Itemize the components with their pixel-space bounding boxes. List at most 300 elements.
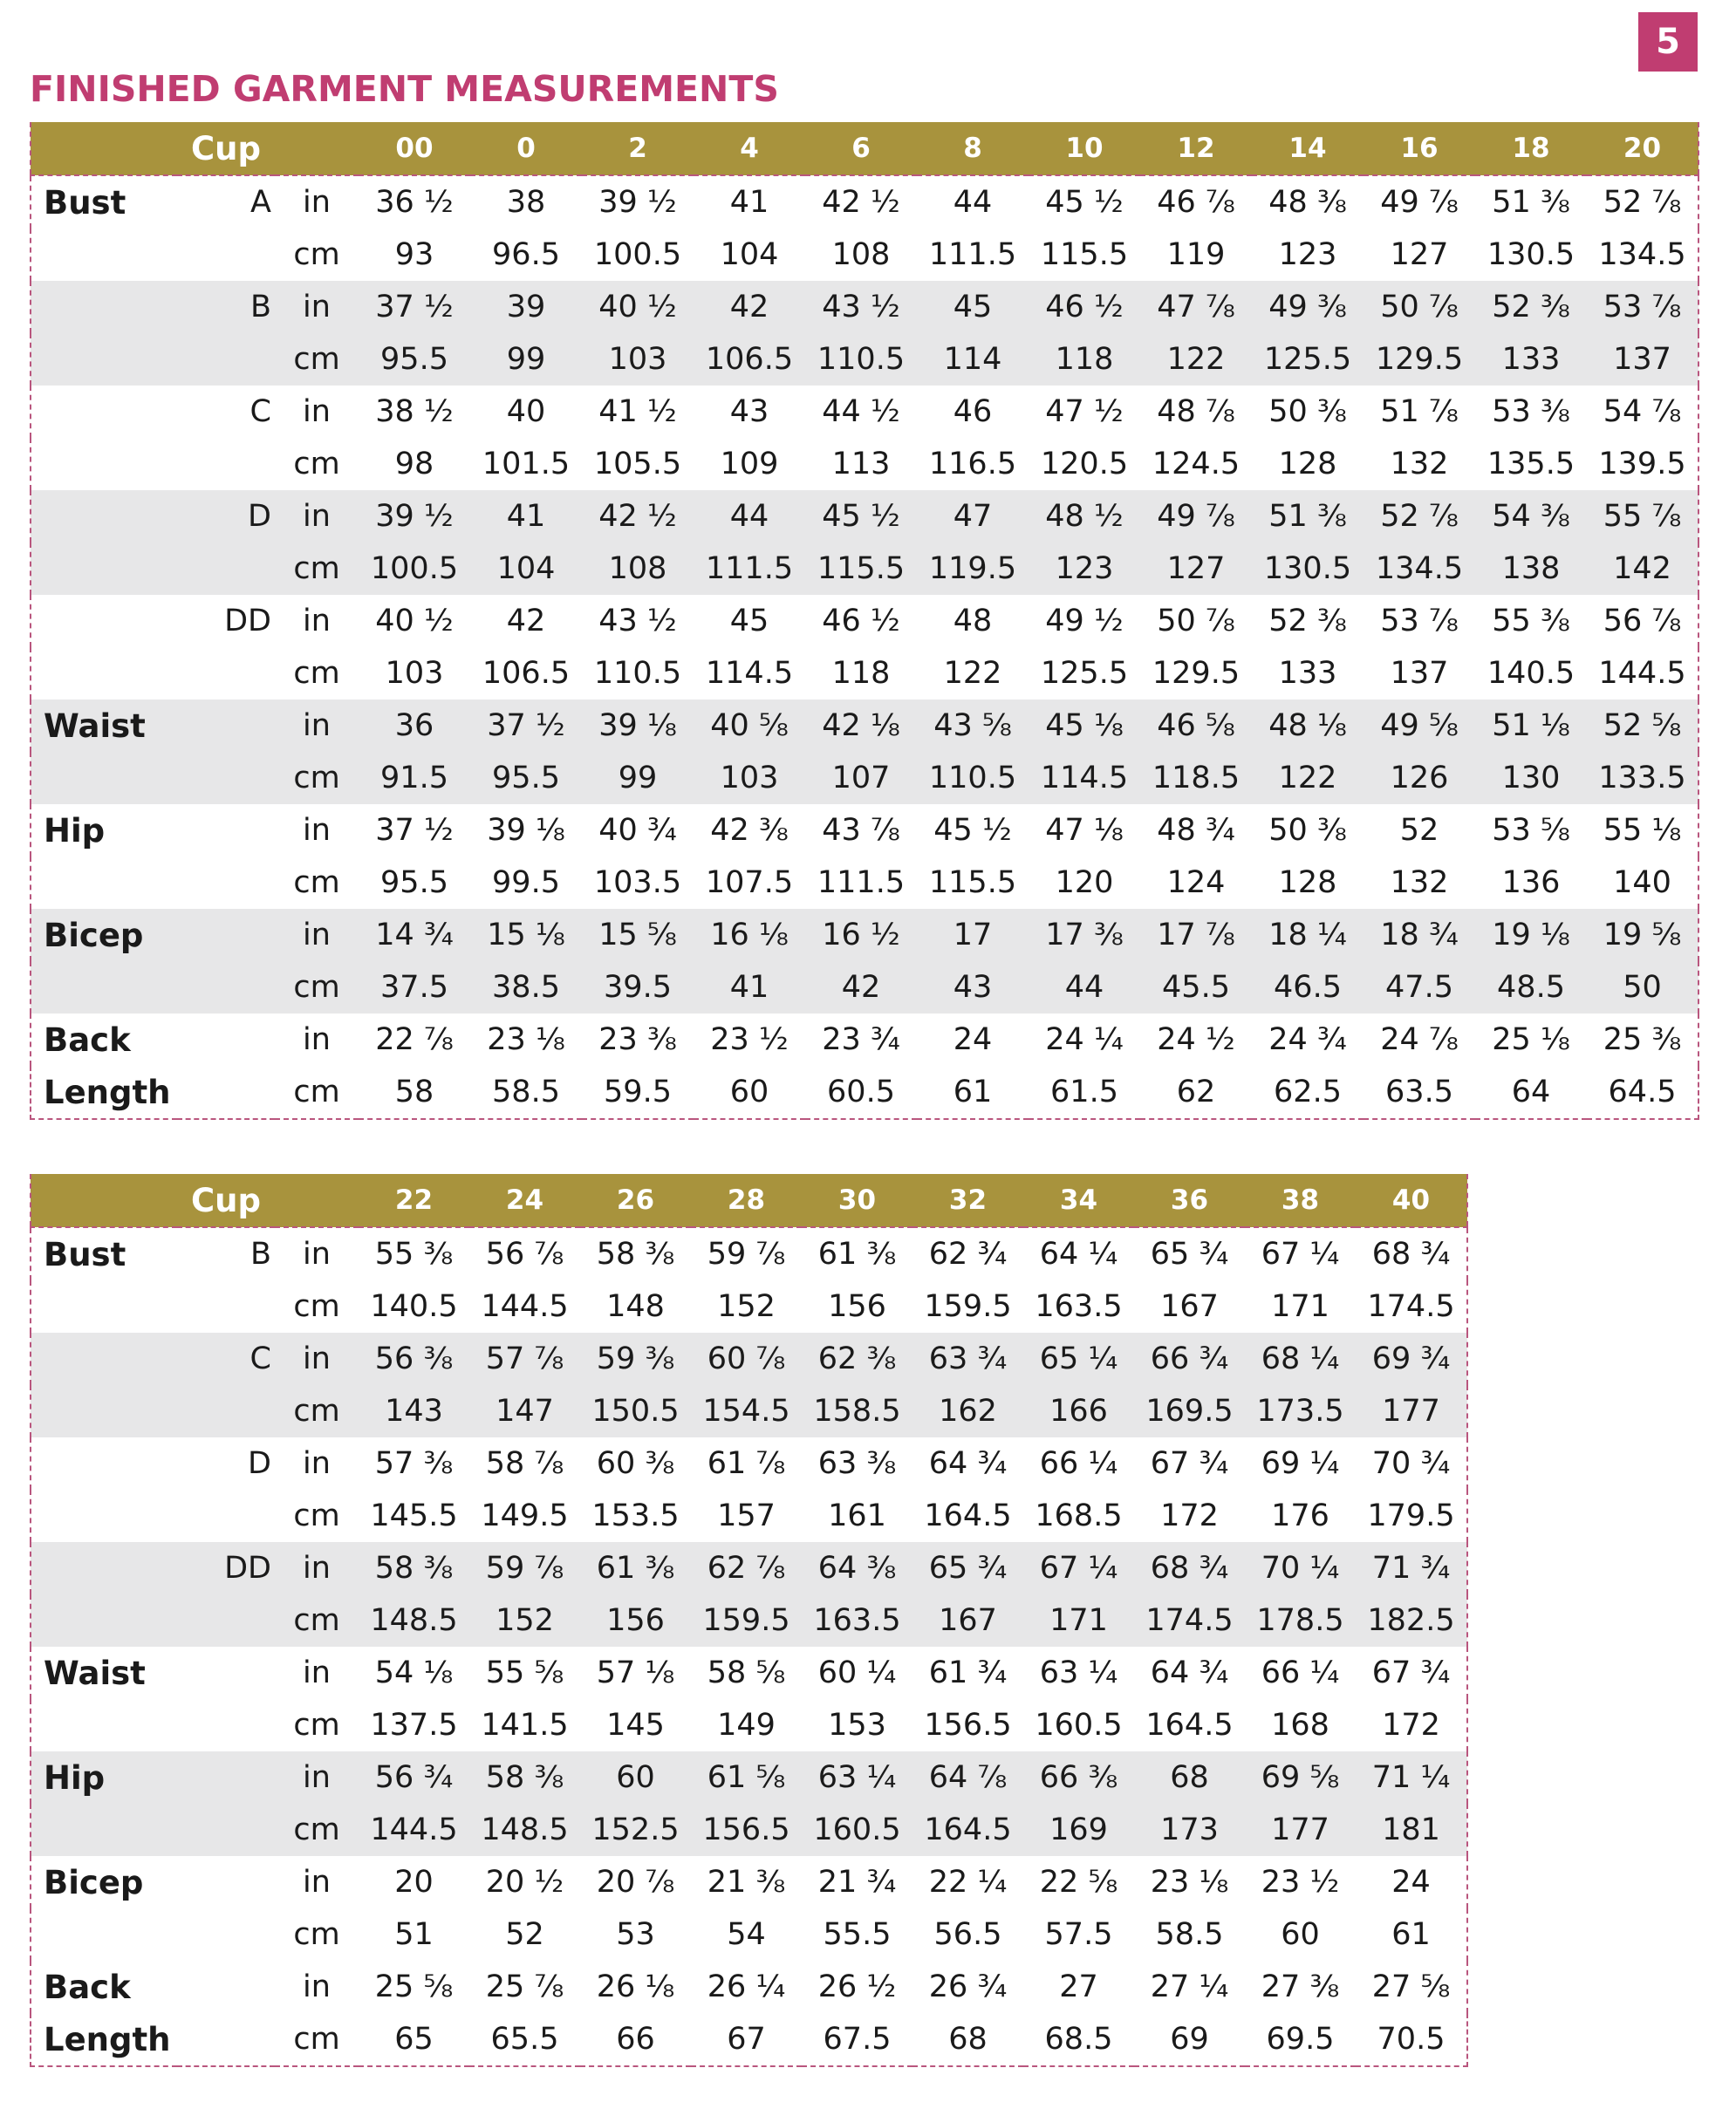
measurement-value: 120.5 — [1040, 447, 1129, 481]
measurement-value: 25 ⅞ — [485, 1969, 564, 2004]
measurement-value: 43 ⅞ — [822, 813, 900, 848]
unit-label: cm — [275, 752, 359, 804]
measurement-value: 42 ½ — [822, 185, 900, 220]
measurement-value: 49 ⅝ — [1364, 700, 1475, 752]
measurement-value: 48 ⅛ — [1252, 700, 1364, 752]
measurement-value: 26 ⅛ — [596, 1969, 675, 2004]
measurement-value: 47 ⅞ — [1140, 281, 1252, 333]
measurement-value: 42 ⅜ — [710, 813, 789, 848]
measurement-label — [31, 1594, 177, 1647]
measurement-value: 23 ¾ — [822, 1022, 900, 1057]
measurement-value: 56 ⅞ — [485, 1237, 564, 1272]
measurement-value: 171 — [1271, 1289, 1329, 1324]
measurement-label — [31, 1437, 177, 1490]
cup-size-label — [177, 961, 275, 1014]
cup-size-label — [177, 2013, 275, 2066]
measurement-value: 118 — [1029, 333, 1140, 386]
unit-label: in — [303, 1969, 331, 2004]
unit-label: in — [303, 394, 331, 429]
measurement-value: 44 ½ — [822, 394, 900, 429]
measurement-value: 50 ⅞ — [1157, 604, 1235, 638]
table-row — [31, 229, 1698, 281]
measurement-value: 40 ½ — [582, 281, 694, 333]
measurement-value: 107.5 — [705, 865, 794, 900]
measurement-value: 64 — [1511, 1075, 1551, 1109]
measurement-value: 50 — [1587, 961, 1698, 1014]
measurement-value: 168 — [1271, 1708, 1329, 1743]
unit-label: in — [303, 1022, 331, 1057]
measurement-value: 51 ⅞ — [1380, 394, 1459, 429]
cup-size-label — [177, 1699, 275, 1751]
measurement-value: 22 ⅞ — [375, 1022, 454, 1057]
measurement-value: 20 ½ — [485, 1865, 564, 1900]
measurement-value: 17 ⅜ — [1029, 909, 1140, 961]
measurement-value: 18 ¼ — [1252, 909, 1364, 961]
measurement-value: 160.5 — [1035, 1708, 1123, 1743]
measurement-value: 39 ⅛ — [582, 700, 694, 752]
measurement-value: 126 — [1364, 752, 1475, 804]
measurement-value: 58 ⅜ — [596, 1237, 675, 1272]
measurement-value: 56 ⅜ — [359, 1333, 469, 1385]
cup-size-label — [177, 1594, 275, 1647]
measurement-value: 132 — [1390, 447, 1449, 481]
measurement-value: 49 ½ — [1045, 604, 1124, 638]
measurement-value: 43 ⅝ — [917, 700, 1029, 752]
measurement-value: 108 — [582, 543, 694, 595]
cup-size-label: DD — [224, 604, 271, 638]
unit-label: cm — [293, 1917, 340, 1952]
measurement-value: 37 ½ — [375, 813, 454, 848]
measurement-value: 113 — [831, 447, 891, 481]
table-row — [31, 647, 1698, 700]
measurement-value: 125.5 — [1252, 333, 1364, 386]
measurement-value: 52 ⅜ — [1475, 281, 1587, 333]
measurement-value: 23 ½ — [710, 1022, 789, 1057]
measurement-value: 69 ⅝ — [1245, 1751, 1356, 1804]
measurement-value: 49 ⅜ — [1252, 281, 1364, 333]
measurement-value: 167 — [1160, 1289, 1219, 1324]
measurement-value: 150.5 — [580, 1385, 691, 1437]
measurement-value: 178.5 — [1245, 1594, 1356, 1647]
measurement-value: 39 ½ — [359, 490, 470, 543]
measurement-label: Bust — [44, 1235, 126, 1273]
measurement-value: 103 — [582, 333, 694, 386]
measurement-value: 46 ⅞ — [1157, 185, 1235, 220]
measurement-value: 23 ½ — [1261, 1865, 1340, 1900]
table-row — [31, 1699, 1467, 1751]
measurement-value: 99 — [470, 333, 582, 386]
unit-label: cm — [293, 1075, 340, 1109]
measurement-value: 38 — [506, 185, 546, 220]
measurement-value: 140 — [1613, 865, 1671, 900]
table-row — [31, 1385, 1467, 1437]
measurement-value: 43 — [917, 961, 1029, 1014]
measurement-value: 40 — [506, 394, 546, 429]
unit-label: in — [303, 185, 331, 220]
measurement-value: 57 ⅜ — [374, 1446, 454, 1481]
measurement-value: 65 ¾ — [912, 1542, 1023, 1594]
measurement-label — [31, 386, 177, 438]
measurement-value: 57 ⅞ — [469, 1333, 580, 1385]
unit-label: cm — [293, 1708, 340, 1743]
measurement-value: 51 ⅛ — [1475, 700, 1587, 752]
measurement-value: 69.5 — [1266, 2022, 1335, 2057]
measurement-value: 149.5 — [481, 1498, 569, 1533]
measurement-label: Waist — [31, 700, 177, 752]
measurement-label — [31, 281, 177, 333]
measurement-value: 176 — [1271, 1498, 1329, 1533]
measurement-value: 22 ⅝ — [1039, 1865, 1118, 1900]
measurement-value: 66 ¼ — [1261, 1655, 1340, 1690]
measurement-value: 55 ⅛ — [1603, 813, 1682, 848]
measurement-value: 16 ⅛ — [694, 909, 805, 961]
table-row — [31, 2013, 1467, 2066]
cup-size-label — [177, 333, 275, 386]
measurement-value: 70.5 — [1377, 2022, 1446, 2057]
measurement-value: 164.5 — [1145, 1708, 1234, 1743]
measurement-value: 96.5 — [492, 237, 560, 272]
measurement-value: 52 ⅝ — [1587, 700, 1698, 752]
measurement-value: 17 ⅞ — [1140, 909, 1252, 961]
table-row — [31, 1542, 1467, 1594]
measurement-value: 60 ¼ — [817, 1655, 897, 1690]
size-header: 22 — [359, 1174, 469, 1227]
measurement-value: 91.5 — [359, 752, 470, 804]
measurement-value: 46 ½ — [822, 604, 900, 638]
measurement-value: 174.5 — [1367, 1289, 1455, 1324]
measurement-value: 133.5 — [1587, 752, 1698, 804]
measurement-value: 159.5 — [691, 1594, 802, 1647]
measurement-value: 124.5 — [1152, 447, 1240, 481]
unit-label: cm — [275, 1804, 359, 1856]
measurement-value: 68 — [948, 2022, 988, 2057]
measurement-value: 41 — [729, 185, 769, 220]
measurement-value: 45 — [917, 281, 1029, 333]
measurement-value: 129.5 — [1364, 333, 1475, 386]
measurement-value: 24 — [953, 1022, 993, 1057]
measurement-value: 64 ¾ — [928, 1446, 1008, 1481]
measurement-label — [31, 1490, 177, 1542]
unit-label: cm — [293, 656, 340, 691]
measurement-label: Hip — [31, 1751, 177, 1804]
measurement-value: 127 — [1390, 237, 1449, 272]
cup-size-label — [177, 857, 275, 909]
measurement-value: 67 ¼ — [1023, 1542, 1134, 1594]
measurement-value: 48 — [953, 604, 993, 638]
measurement-value: 25 ⅛ — [1492, 1022, 1570, 1057]
measurement-value: 111.5 — [694, 543, 805, 595]
table-row — [31, 909, 1698, 961]
measurement-value: 59 ⅞ — [707, 1237, 786, 1272]
measurement-value: 122 — [1252, 752, 1364, 804]
table-row — [31, 1014, 1698, 1066]
measurement-value: 70 ¼ — [1245, 1542, 1356, 1594]
measurement-value: 127 — [1140, 543, 1252, 595]
measurement-value: 54 ⅞ — [1603, 394, 1682, 429]
cup-size-label: C — [249, 394, 271, 429]
unit-label: in — [303, 1446, 331, 1481]
size-header: 4 — [694, 122, 805, 175]
measurement-value: 47.5 — [1364, 961, 1475, 1014]
cup-size-label — [177, 647, 275, 700]
measurement-value: 48 ¾ — [1157, 813, 1235, 848]
measurement-value: 43 ½ — [805, 281, 917, 333]
measurement-value: 172 — [1160, 1498, 1219, 1533]
table-header-row — [31, 122, 1698, 175]
measurement-value: 122 — [1140, 333, 1252, 386]
measurement-value: 162 — [912, 1385, 1023, 1437]
measurement-value: 38 ½ — [375, 394, 454, 429]
measurement-value: 114 — [917, 333, 1029, 386]
measurement-value: 41 — [694, 961, 805, 1014]
measurement-value: 46 — [953, 394, 993, 429]
measurement-value: 45 ½ — [805, 490, 917, 543]
measurement-value: 57.5 — [1044, 1917, 1113, 1952]
measurement-value: 54 — [727, 1917, 766, 1952]
measurement-label — [31, 752, 177, 804]
measurement-value: 47 ⅛ — [1045, 813, 1124, 848]
measurement-value: 39 ⅛ — [487, 813, 565, 848]
measurement-value: 63 ⅜ — [817, 1446, 897, 1481]
table-row — [31, 752, 1698, 804]
unit-label: cm — [275, 1385, 359, 1437]
measurement-value: 24 ¾ — [1268, 1022, 1347, 1057]
unit-label: in — [275, 281, 359, 333]
table-row — [31, 700, 1698, 752]
measurement-value: 58.5 — [1155, 1917, 1224, 1952]
size-header: 24 — [469, 1174, 580, 1227]
measurement-value: 42 — [694, 281, 805, 333]
cup-size-label — [177, 1908, 275, 1961]
measurement-value: 59 ⅜ — [580, 1333, 691, 1385]
measurement-value: 45 ½ — [933, 813, 1012, 848]
measurement-value: 65 — [394, 2022, 434, 2057]
measurement-label — [31, 1385, 177, 1437]
measurement-value: 130.5 — [1487, 237, 1575, 272]
measurement-value: 167 — [912, 1594, 1023, 1647]
measurement-value: 104 — [470, 543, 582, 595]
measurement-label: Back — [44, 1020, 131, 1059]
measurement-value: 148 — [606, 1289, 665, 1324]
measurement-value: 148.5 — [359, 1594, 469, 1647]
measurement-value: 24 ¼ — [1045, 1022, 1124, 1057]
cup-size-label: D — [177, 490, 275, 543]
unit-label: cm — [293, 237, 340, 272]
measurement-value: 100.5 — [593, 237, 682, 272]
cup-size-label: DD — [177, 1542, 275, 1594]
cup-size-label — [177, 1280, 275, 1333]
measurement-value: 20 — [394, 1865, 434, 1900]
measurement-value: 110.5 — [917, 752, 1029, 804]
measurement-value: 99.5 — [492, 865, 560, 900]
measurement-value: 114.5 — [1029, 752, 1140, 804]
cup-header: Cup — [177, 122, 275, 175]
measurement-value: 158.5 — [802, 1385, 912, 1437]
measurement-value: 15 ⅝ — [582, 909, 694, 961]
table-row — [31, 543, 1698, 595]
measurement-value: 111.5 — [817, 865, 906, 900]
measurement-value: 138 — [1475, 543, 1587, 595]
measurement-value: 48 ⅞ — [1157, 394, 1235, 429]
size-header: 12 — [1140, 122, 1252, 175]
measurement-value: 24 ½ — [1157, 1022, 1235, 1057]
measurement-value: 27 — [1059, 1969, 1098, 2004]
unit-label: cm — [293, 865, 340, 900]
measurement-value: 164.5 — [912, 1804, 1023, 1856]
measurement-value: 55 ⅞ — [1587, 490, 1698, 543]
measurement-value: 119.5 — [917, 543, 1029, 595]
cup-size-label: C — [177, 1333, 275, 1385]
cup-header: Cup — [177, 1174, 275, 1227]
measurement-value: 36 — [359, 700, 470, 752]
unit-label: in — [275, 909, 359, 961]
measurement-value: 60 — [729, 1075, 769, 1109]
cup-size-label: B — [177, 281, 275, 333]
measurement-label: Bust — [44, 183, 126, 222]
header-spacer — [31, 1174, 177, 1227]
measurement-value: 115.5 — [805, 543, 917, 595]
size-header: 2 — [582, 122, 694, 175]
header-spacer — [275, 122, 359, 175]
measurement-value: 68 — [1134, 1751, 1245, 1804]
measurements-table-sizes-22-40 — [30, 1174, 1468, 2067]
measurement-value: 58.5 — [492, 1075, 560, 1109]
measurement-value: 103 — [385, 656, 444, 691]
measurement-value: 37.5 — [359, 961, 470, 1014]
measurement-value: 156 — [580, 1594, 691, 1647]
measurement-value: 143 — [359, 1385, 469, 1437]
measurement-value: 110.5 — [805, 333, 917, 386]
measurement-value: 56 ¾ — [359, 1751, 469, 1804]
size-header: 36 — [1134, 1174, 1245, 1227]
cup-size-label — [177, 1490, 275, 1542]
measurement-label — [31, 333, 177, 386]
cup-size-label — [177, 1804, 275, 1856]
measurement-value: 136 — [1501, 865, 1561, 900]
measurement-value: 60.5 — [827, 1075, 895, 1109]
unit-label: cm — [275, 333, 359, 386]
measurement-value: 61 — [1391, 1917, 1431, 1952]
measurement-value: 152 — [469, 1594, 580, 1647]
measurement-value: 154.5 — [691, 1385, 802, 1437]
measurement-value: 63 ¾ — [912, 1333, 1023, 1385]
size-header: 8 — [917, 122, 1029, 175]
measurement-value: 51 ⅜ — [1492, 185, 1570, 220]
measurement-value: 18 ¾ — [1364, 909, 1475, 961]
size-header: 32 — [912, 1174, 1023, 1227]
measurement-value: 56 ⅞ — [1603, 604, 1682, 638]
measurement-value: 58 ⅝ — [707, 1655, 786, 1690]
measurement-value: 163.5 — [802, 1594, 912, 1647]
measurement-value: 66 — [616, 2022, 655, 2057]
measurement-label: Length — [44, 2020, 171, 2058]
measurement-value: 64.5 — [1608, 1075, 1677, 1109]
measurement-value: 173.5 — [1245, 1385, 1356, 1437]
measurement-value: 140.5 — [1487, 656, 1575, 691]
measurement-value: 55 ⅜ — [1492, 604, 1570, 638]
measurement-value: 60 ⅜ — [596, 1446, 675, 1481]
measurement-value: 58 ⅞ — [485, 1446, 564, 1481]
measurement-value: 132 — [1390, 865, 1449, 900]
measurement-value: 59 ⅞ — [469, 1542, 580, 1594]
measurement-value: 64 ⅞ — [912, 1751, 1023, 1804]
measurement-value: 174.5 — [1134, 1594, 1245, 1647]
measurement-value: 36 ½ — [375, 185, 454, 220]
measurement-label — [31, 595, 177, 647]
measurement-value: 134.5 — [1598, 237, 1686, 272]
measurement-value: 147 — [469, 1385, 580, 1437]
measurement-value: 144.5 — [359, 1804, 469, 1856]
cup-size-label: A — [250, 185, 271, 220]
measurement-value: 58 — [394, 1075, 434, 1109]
cup-size-label — [177, 1647, 275, 1699]
measurement-value: 148.5 — [469, 1804, 580, 1856]
measurement-value: 55 ⅜ — [374, 1237, 454, 1272]
measurement-value: 48 ½ — [1029, 490, 1140, 543]
measurement-value: 71 ¾ — [1356, 1542, 1467, 1594]
unit-label: in — [303, 813, 331, 848]
measurement-value: 64 ¾ — [1150, 1655, 1229, 1690]
measurement-value: 55.5 — [823, 1917, 892, 1952]
measurement-value: 52 ⅜ — [1268, 604, 1347, 638]
measurement-value: 67 — [727, 2022, 766, 2057]
measurement-value: 50 ⅜ — [1268, 394, 1347, 429]
measurement-value: 45 — [729, 604, 769, 638]
measurement-value: 19 ⅝ — [1587, 909, 1698, 961]
measurement-value: 171 — [1023, 1594, 1134, 1647]
measurement-label — [31, 1280, 177, 1333]
measurement-value: 50 ⅞ — [1364, 281, 1475, 333]
measurement-value: 98 — [394, 447, 434, 481]
measurement-value: 65.5 — [490, 2022, 559, 2057]
measurement-label — [31, 490, 177, 543]
measurement-value: 144.5 — [1598, 656, 1686, 691]
measurement-value: 41 ½ — [598, 394, 677, 429]
unit-label: in — [275, 700, 359, 752]
measurement-value: 53 ⅜ — [1492, 394, 1570, 429]
measurement-value: 47 ½ — [1045, 394, 1124, 429]
measurement-value: 68 ¾ — [1371, 1237, 1451, 1272]
measurement-value: 62 ¾ — [928, 1237, 1008, 1272]
measurement-value: 63.5 — [1385, 1075, 1453, 1109]
measurement-value: 122 — [943, 656, 1002, 691]
measurement-value: 42 ⅛ — [805, 700, 917, 752]
measurement-value: 62 ⅞ — [691, 1542, 802, 1594]
measurement-value: 66 ⅜ — [1023, 1751, 1134, 1804]
table-row — [31, 1227, 1467, 1280]
size-header: 38 — [1245, 1174, 1356, 1227]
measurement-value: 53 ⅞ — [1380, 604, 1459, 638]
size-header: 40 — [1356, 1174, 1467, 1227]
measurement-value: 23 ⅛ — [487, 1022, 565, 1057]
measurement-value: 22 ¼ — [928, 1865, 1008, 1900]
unit-label: in — [275, 490, 359, 543]
measurement-value: 46.5 — [1252, 961, 1364, 1014]
measurement-value: 168.5 — [1035, 1498, 1123, 1533]
measurement-label — [31, 961, 177, 1014]
unit-label: cm — [275, 961, 359, 1014]
table-row — [31, 386, 1698, 438]
measurement-value: 61 ⅝ — [691, 1751, 802, 1804]
measurement-value: 16 ½ — [805, 909, 917, 961]
measurement-value: 53 — [616, 1917, 655, 1952]
measurements-table-sizes-00-20 — [30, 122, 1699, 1120]
table-row — [31, 281, 1698, 333]
measurement-value: 49 ⅞ — [1140, 490, 1252, 543]
table-row — [31, 961, 1698, 1014]
measurement-value: 95.5 — [380, 865, 448, 900]
measurement-value: 95.5 — [359, 333, 470, 386]
